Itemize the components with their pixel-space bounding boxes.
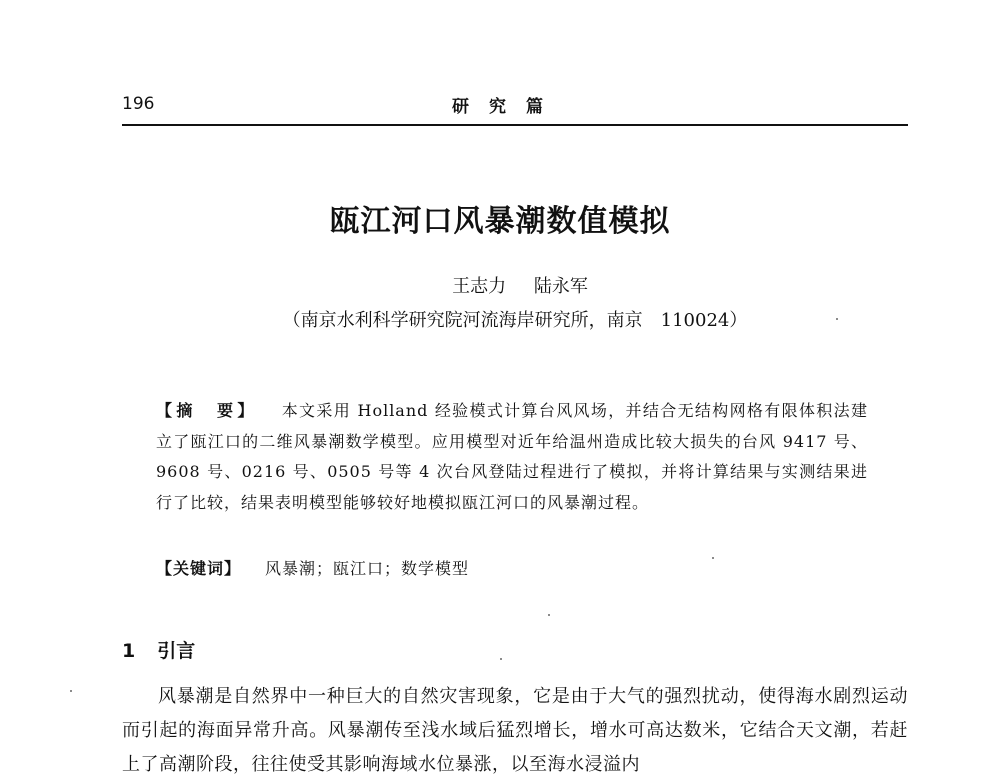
page-number: 196: [122, 94, 155, 114]
author-name: 王志力: [452, 276, 507, 297]
scan-speck: [500, 658, 502, 660]
abstract-label: 【摘 要】: [156, 401, 258, 420]
page-header: [122, 92, 908, 122]
header-rule: [122, 124, 908, 126]
scan-speck: [548, 614, 550, 616]
article-title: 瓯江河口风暴潮数值模拟: [329, 204, 671, 239]
running-head: 研究篇: [452, 97, 563, 117]
scan-speck: [836, 318, 838, 320]
body-paragraph: 风暴潮是自然界中一种巨大的自然灾害现象，它是由于大气的强烈扰动，使得海水剧烈运动而引起的海面异常升高。风暴潮传至浅水域后猛烈增长，增水可高达数米，它结合天文潮，若赶上了高潮阶段，往往使受其影响海域水位暴涨，以至海水浸溢内: [122, 686, 908, 775]
section-heading: [122, 636, 195, 663]
author-affiliation: （南京水利科学研究院河流海岸研究所，南京 110024）: [282, 310, 748, 331]
keywords-block: [156, 556, 469, 579]
abstract-block: [156, 396, 868, 518]
author-name: 陆永军: [533, 276, 588, 297]
section-title: 引言: [157, 640, 196, 662]
author-list: [0, 272, 1000, 298]
keywords-text: 风暴潮；瓯江口；数学模型: [265, 559, 470, 578]
abstract-text: 本文采用 Holland 经验模式计算台风风场，并结合无结构网格有限体积法建立了瓯江口的二维风暴潮数学模型。应用模型对近年给温州造成比较大损失的台风 9417 号、9608 号、0216 号、0505 号等 4 次台风登陆过程进行了模拟，并将计算结果与实测结果进行了比较，结果表明模型能够较好地模拟瓯江河口的风暴潮过程。: [156, 401, 868, 512]
scan-speck: [712, 557, 714, 559]
section-number: 1: [122, 640, 136, 662]
keywords-label: 【关键词】: [156, 559, 242, 578]
scan-speck: [70, 690, 72, 692]
